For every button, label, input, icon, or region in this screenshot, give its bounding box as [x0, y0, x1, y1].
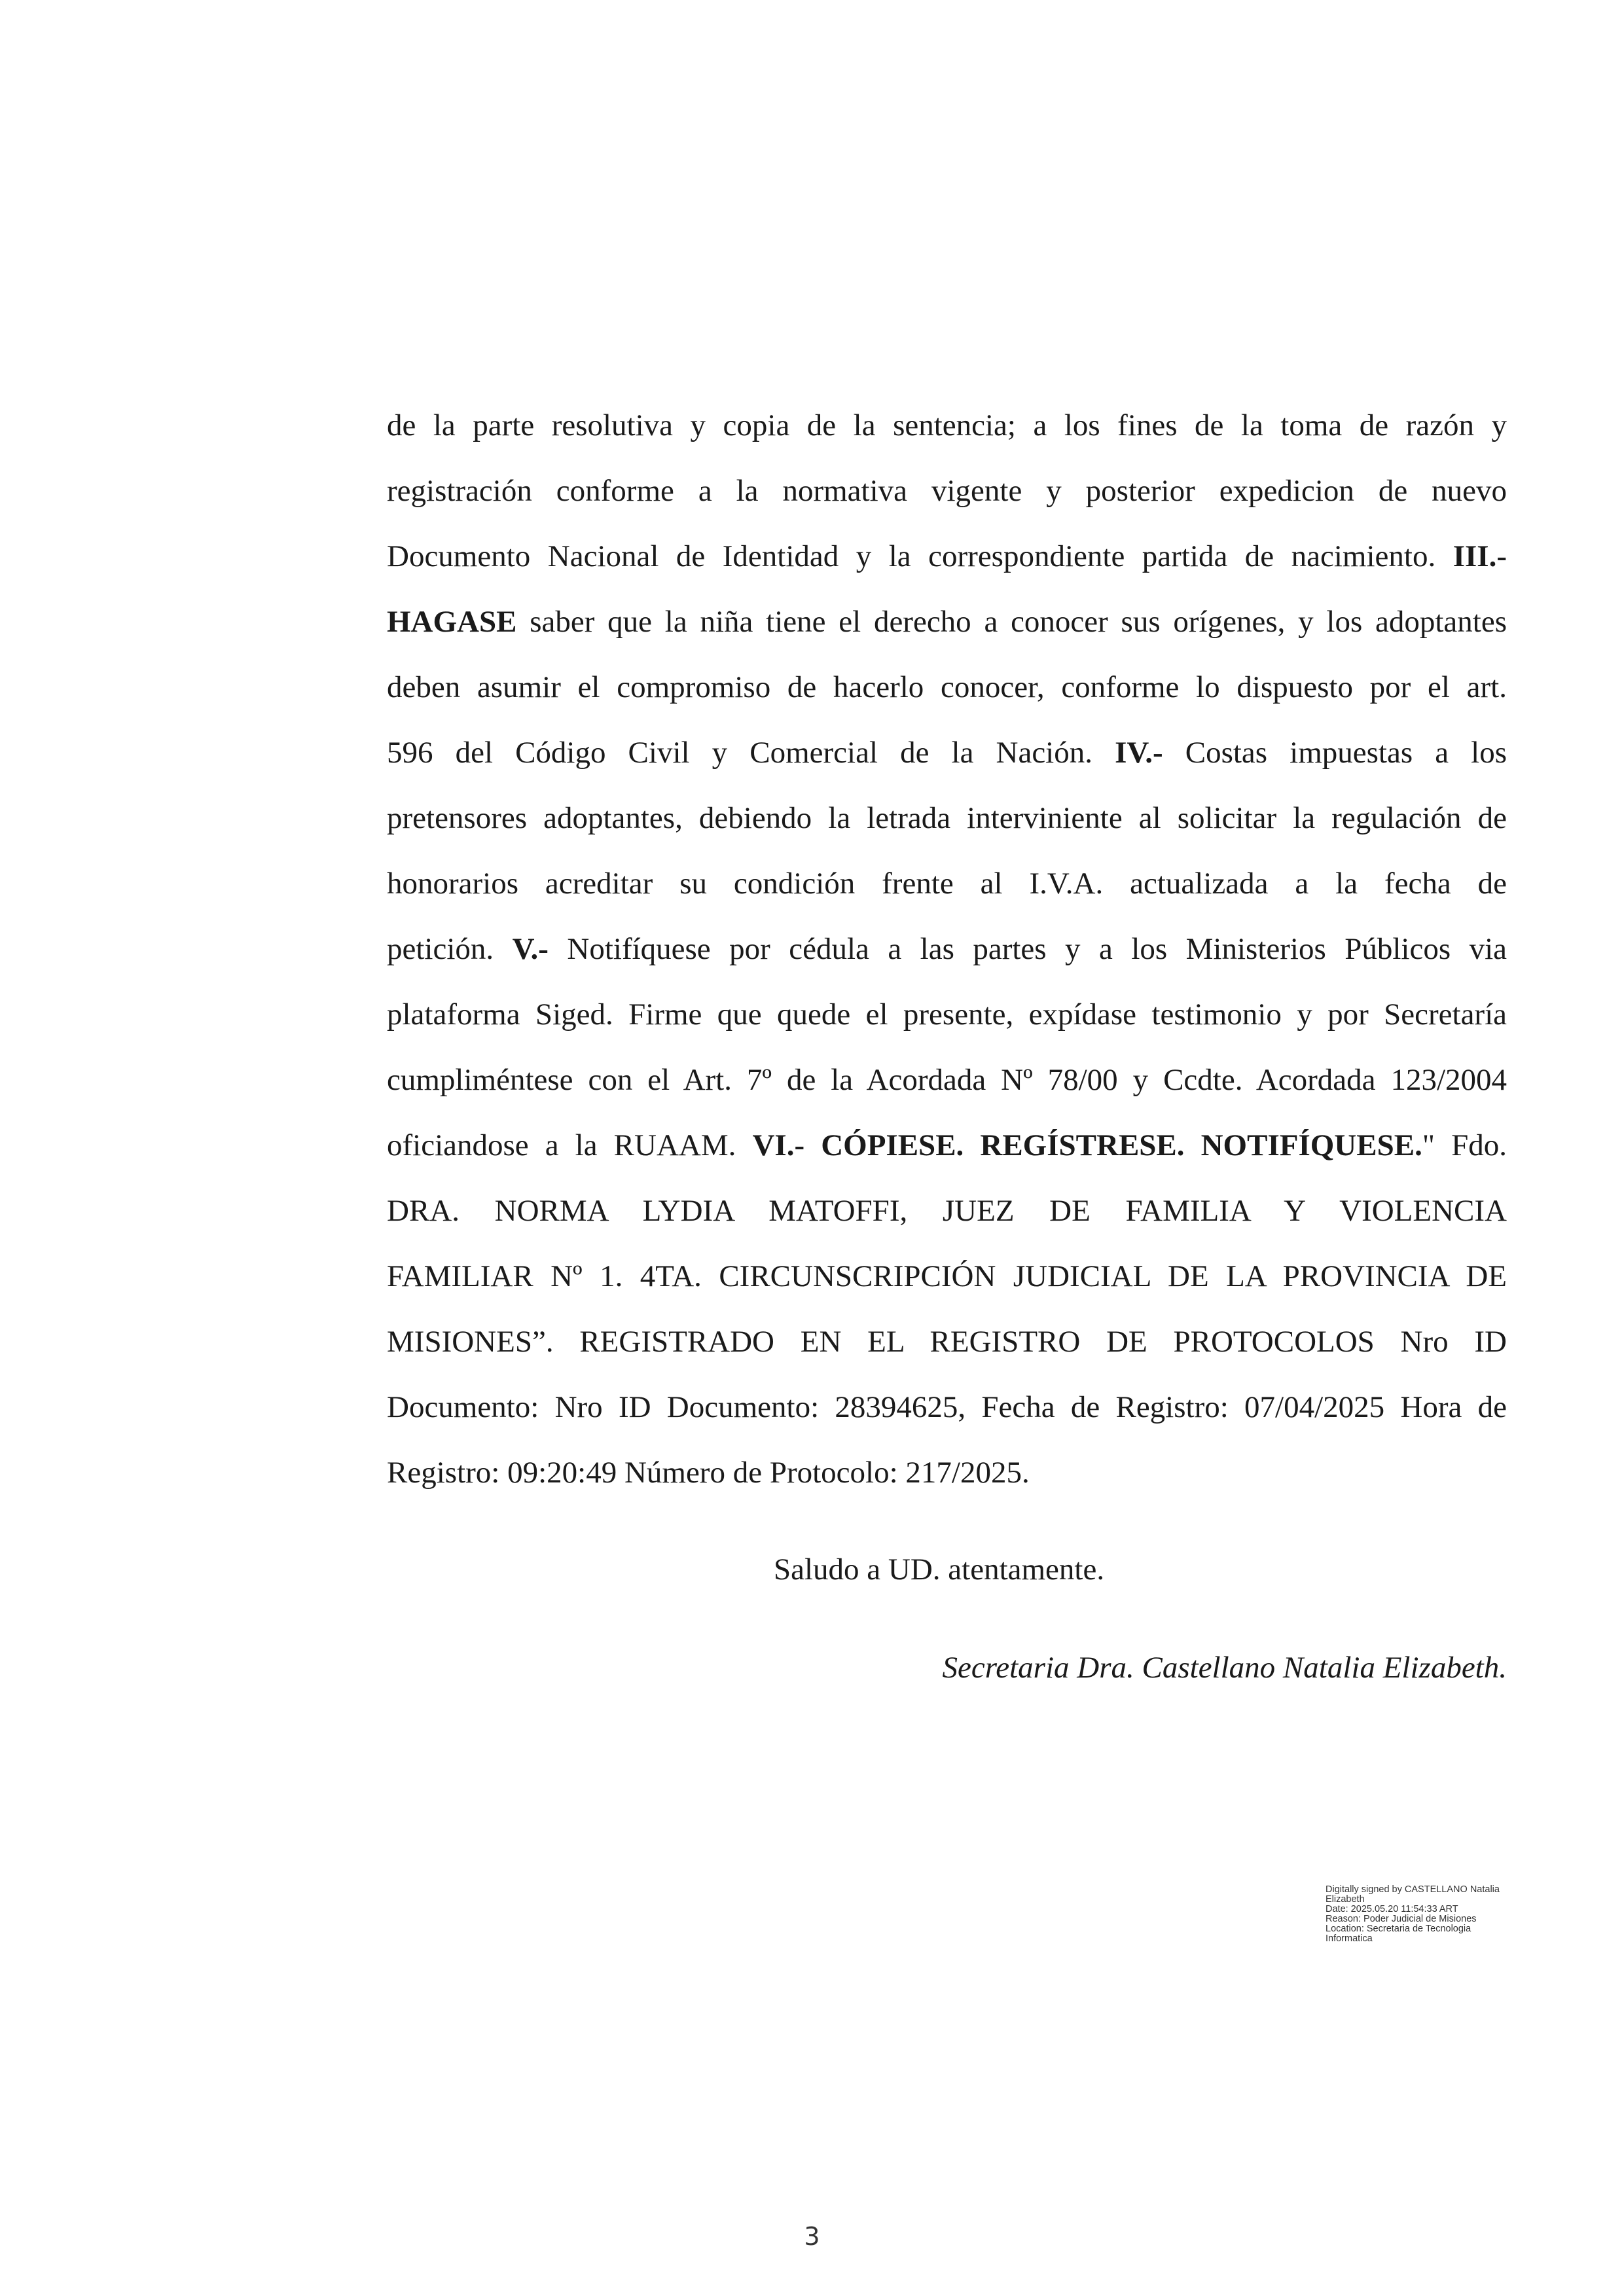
- text-line: [387, 524, 1507, 589]
- signature-stamp-line: Informatica: [1326, 1933, 1373, 1944]
- signer-name: Secretaria Dra. Castellano Natalia Elizabeth.: [942, 1651, 1507, 1685]
- bold-text-segment: V.-: [512, 932, 549, 966]
- bold-text-segment: III.-: [1453, 539, 1507, 573]
- text-line: [387, 589, 1507, 655]
- signature-stamp-line: Location: Secretaria de Tecnologia: [1326, 1924, 1471, 1934]
- text-segment: cumpliméntese con el Art. 7º de la Acordada Nº 78/00 y Ccdte. Acordada 123/2004: [387, 1063, 1507, 1097]
- text-segment: oficiandose a la RUAAM.: [387, 1128, 753, 1162]
- text-segment: Notifíquese por cédula a las partes y a los Ministerios Públicos via: [548, 932, 1507, 966]
- text-segment: registración conforme a la normativa vigente y posterior expedicion de nuevo: [387, 474, 1507, 508]
- bold-text-segment: HAGASE: [387, 605, 517, 639]
- text-segment: honorarios acreditar su condición frente al I.V.A. actualizada a la fecha de: [387, 867, 1507, 901]
- signature-stamp-line: Elizabeth: [1326, 1894, 1365, 1905]
- page-number: 3: [804, 2222, 820, 2251]
- text-segment: pretensores adoptantes, debiendo la letrada interviniente al solicitar la regulación de: [387, 801, 1507, 835]
- text-segment: 596 del Código Civil y Comercial de la Nación.: [387, 736, 1115, 770]
- bold-text-segment: IV.-: [1115, 736, 1163, 770]
- signature-stamp-line: Date: 2025.05.20 11:54:33 ART: [1326, 1904, 1458, 1914]
- text-line: [387, 1440, 1507, 1505]
- text-line: [387, 655, 1507, 720]
- text-line: [387, 393, 1507, 458]
- text-segment: deben asumir el compromiso de hacerlo conocer, conforme lo dispuesto por el art.: [387, 670, 1507, 704]
- text-segment: " Fdo.: [1422, 1128, 1507, 1162]
- closing-salutation: Saludo a UD. atentamente.: [774, 1552, 1105, 1587]
- text-line: [387, 458, 1507, 524]
- text-segment: FAMILIAR Nº 1. 4TA. CIRCUNSCRIPCIÓN JUDICIAL DE LA PROVINCIA DE: [387, 1259, 1507, 1293]
- text-line: [387, 1113, 1507, 1178]
- text-line: [387, 1309, 1507, 1374]
- text-line: [387, 851, 1507, 916]
- text-line: [387, 1178, 1507, 1244]
- signature-stamp-line: Reason: Poder Judicial de Misiones: [1326, 1914, 1477, 1924]
- text-segment: Documento Nacional de Identidad y la correspondiente partida de nacimiento.: [387, 539, 1453, 573]
- signature-stamp-line: Digitally signed by CASTELLANO Natalia: [1326, 1884, 1500, 1895]
- text-line: [387, 1374, 1507, 1440]
- text-segment: petición.: [387, 932, 513, 966]
- text-segment: MISIONES”. REGISTRADO EN EL REGISTRO DE PROTOCOLOS Nro ID: [387, 1325, 1507, 1359]
- text-segment: Documento: Nro ID Documento: 28394625, Fecha de Registro: 07/04/2025 Hora de: [387, 1390, 1507, 1424]
- bold-text-segment: VI.- CÓPIESE. REGÍSTRESE. NOTIFÍQUESE.: [752, 1128, 1422, 1162]
- text-segment: Registro: 09:20:49 Número de Protocolo: 217/2025.: [387, 1456, 1030, 1490]
- text-line: [387, 720, 1507, 785]
- text-line: [387, 982, 1507, 1047]
- text-line: [387, 1244, 1507, 1309]
- text-segment: saber que la niña tiene el derecho a conocer sus orígenes, y los adoptantes: [516, 605, 1507, 639]
- text-line: [387, 916, 1507, 982]
- text-line: [387, 785, 1507, 851]
- resolution-body-text: [387, 393, 1507, 1505]
- text-segment: plataforma Siged. Firme que quede el presente, expídase testimonio y por Secretaría: [387, 997, 1507, 1031]
- text-segment: Costas impuestas a los: [1163, 736, 1507, 770]
- text-segment: DRA. NORMA LYDIA MATOFFI, JUEZ DE FAMILIA Y VIOLENCIA: [387, 1194, 1507, 1228]
- text-segment: de la parte resolutiva y copia de la sentencia; a los fines de la toma de razón y: [387, 408, 1507, 442]
- text-line: [387, 1047, 1507, 1113]
- digital-signature-stamp: [1326, 1885, 1535, 1944]
